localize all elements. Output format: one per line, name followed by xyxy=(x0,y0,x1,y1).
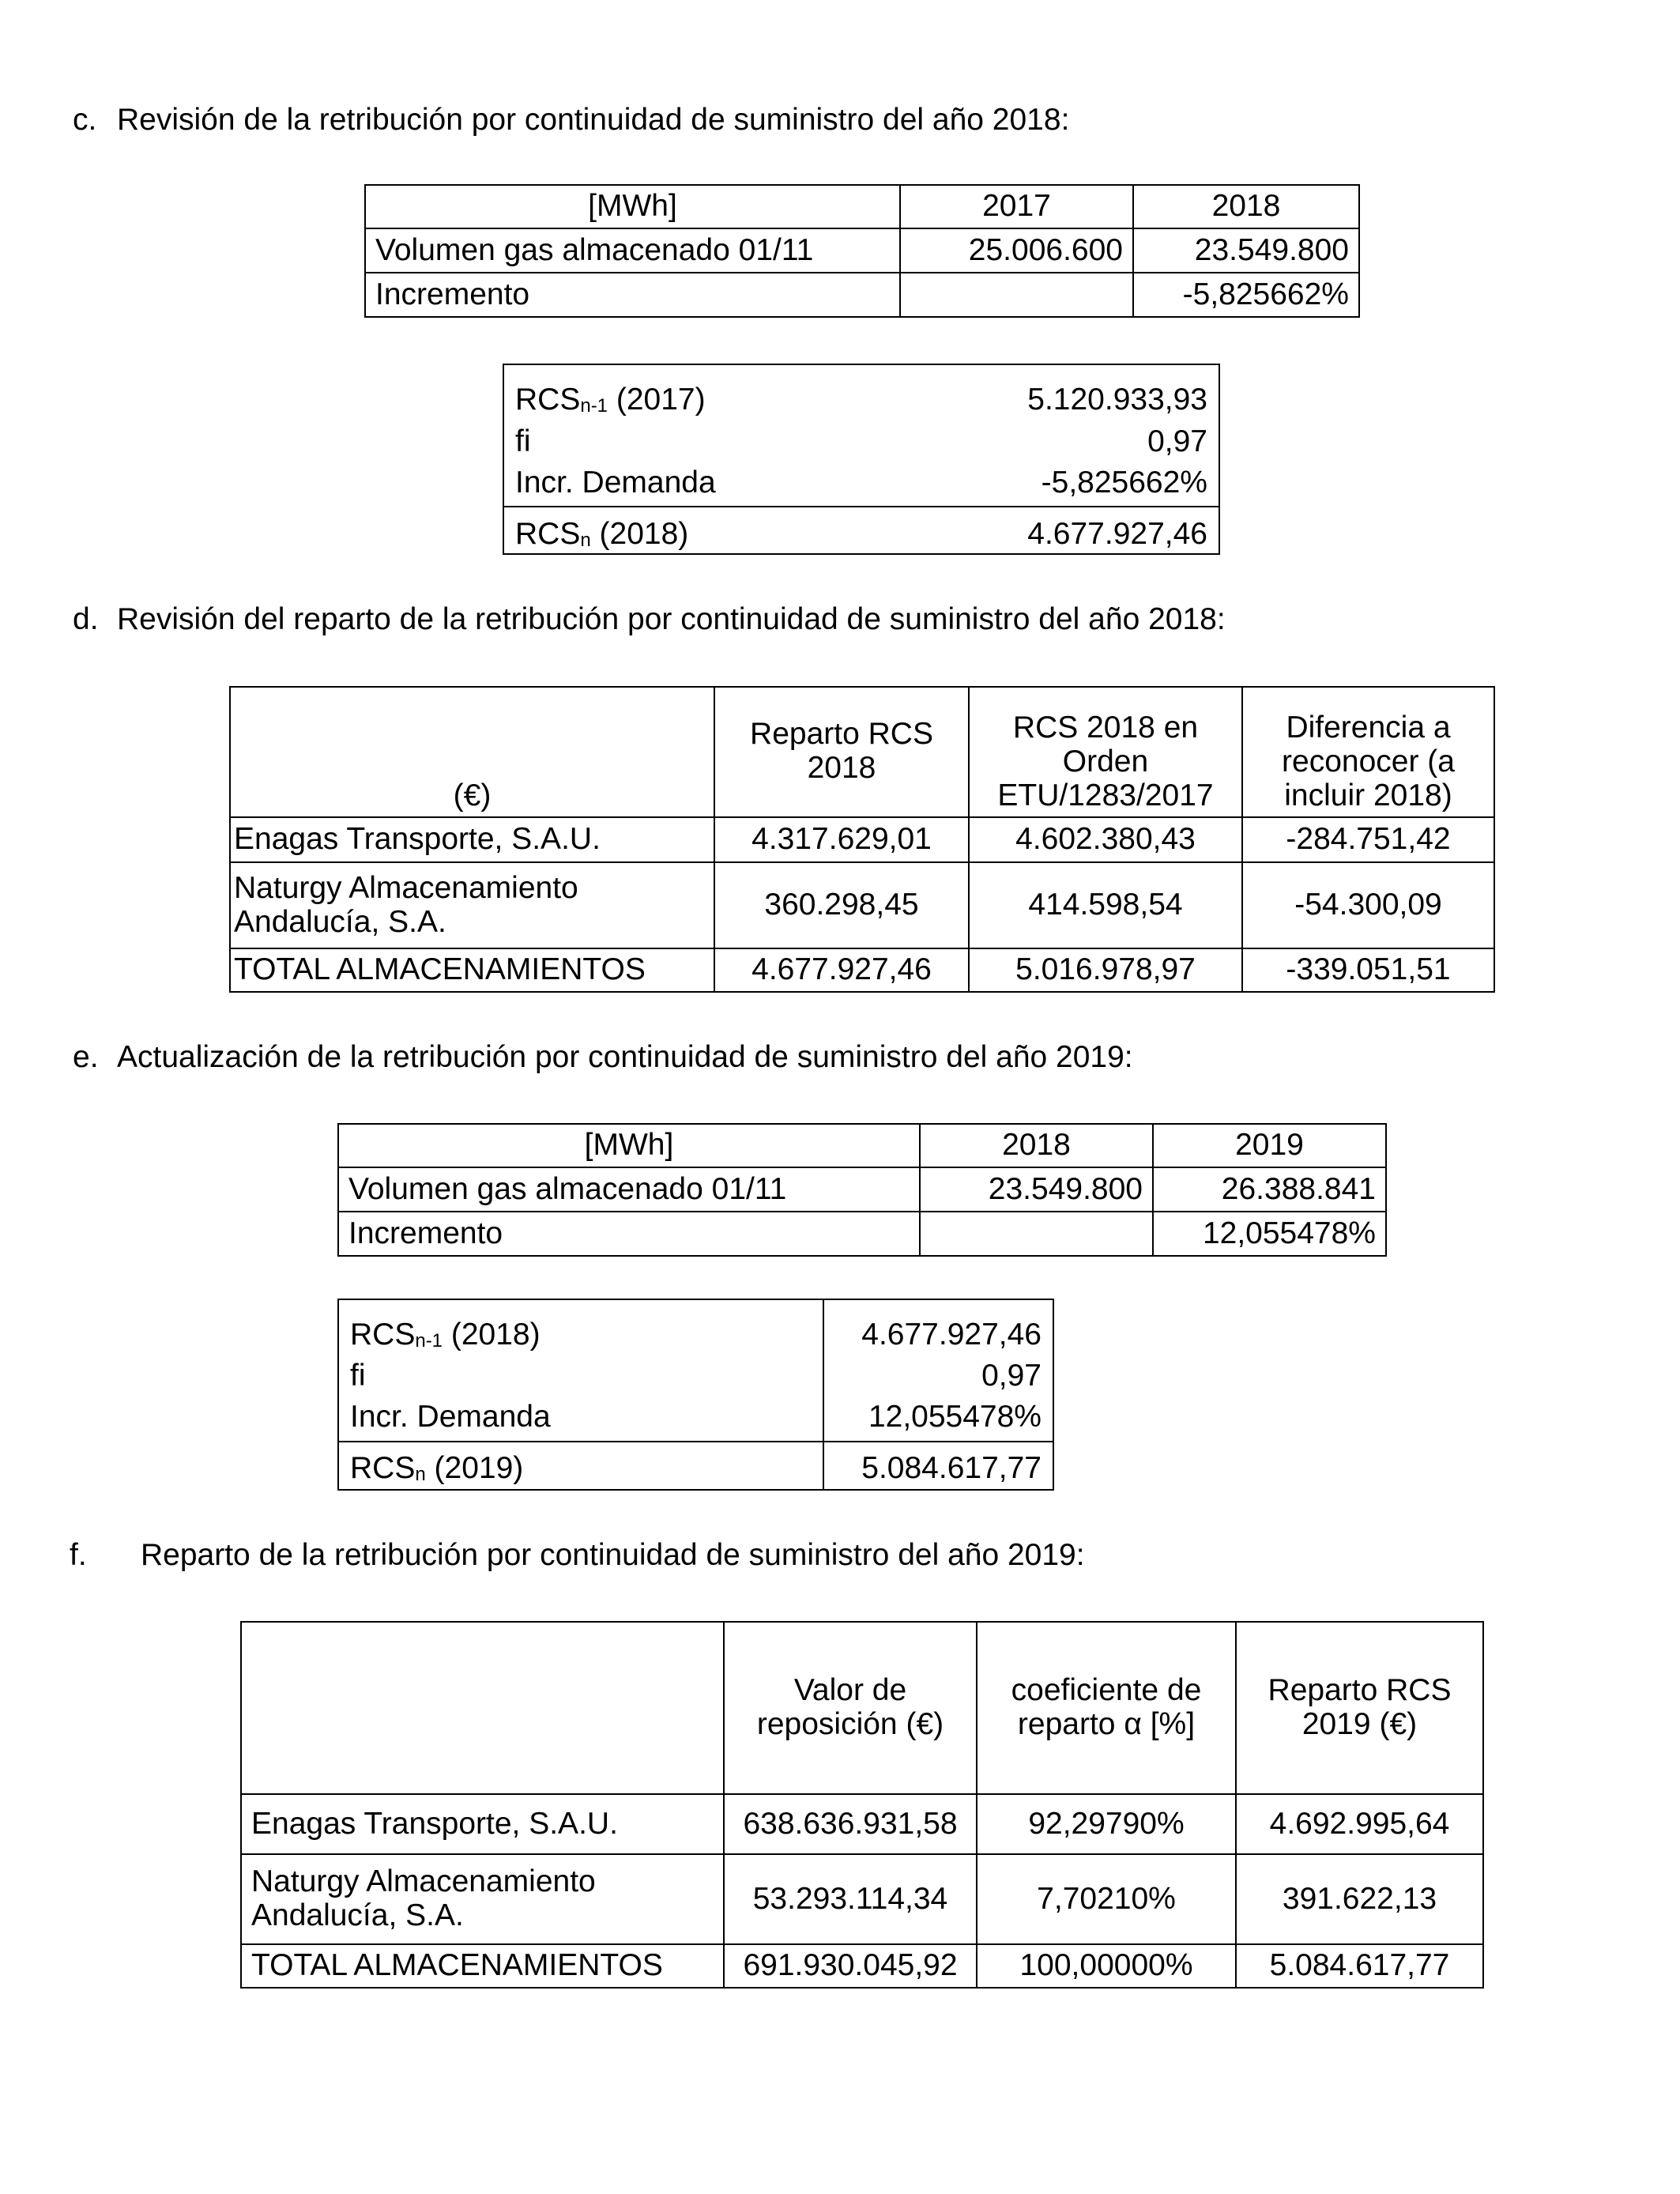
table-cell: Enagas Transporte, S.A.U. xyxy=(230,817,714,862)
table-cell: 92,29790% xyxy=(977,1794,1236,1854)
fi-row xyxy=(515,426,1207,457)
table-cell: 4.692.995,64 xyxy=(1236,1794,1483,1854)
incr-value: 12,055478% xyxy=(868,1400,1042,1434)
fi-value: 0,97 xyxy=(981,1359,1042,1393)
table-cell: 414.598,54 xyxy=(969,862,1242,948)
rcs-prev-label: $RCS_{n-1}$ (2018) xyxy=(350,1318,541,1351)
table-cell: 26.388.841 xyxy=(1153,1167,1386,1212)
section-e-heading xyxy=(73,1042,1133,1072)
section-e-title: Actualización de la retribución por continuidad de suministro del año 2019: xyxy=(117,1040,1133,1074)
section-d-title: Revisión del reparto de la retribución por continuidad de suministro del año 2018: xyxy=(117,602,1226,636)
table-cell: 23.549.800 xyxy=(920,1167,1153,1212)
section-c-rcs-box xyxy=(503,364,1220,555)
incr-row xyxy=(515,467,1207,498)
table-cell: 5.084.617,77 xyxy=(1236,1944,1483,1988)
rcs-n-label: $RCS_n$ (2018) xyxy=(515,517,689,551)
table-cell: 638.636.931,58 xyxy=(724,1794,977,1854)
section-d-heading xyxy=(73,604,1226,635)
rcs-prev-value: 5.120.933,93 xyxy=(1027,383,1207,417)
section-c-heading xyxy=(73,104,1069,135)
section-e-marker: e. xyxy=(73,1040,99,1074)
table-cell: 4.602.380,43 xyxy=(969,817,1242,862)
rcs-prev-label: $RCS_{n-1}$ (2017) xyxy=(515,383,706,417)
section-f-distribution-table xyxy=(240,1621,1484,1989)
table-header: Reparto RCS 2019 (€) xyxy=(1236,1622,1483,1794)
rcs-n-row xyxy=(515,518,1207,550)
table-cell: -284.751,42 xyxy=(1242,817,1494,862)
table-cell: 25.006.600 xyxy=(900,228,1133,273)
table-cell: 691.930.045,92 xyxy=(724,1944,977,1988)
table-header: 2018 xyxy=(1133,185,1359,228)
section-e-rcs-box xyxy=(337,1299,1054,1491)
table-header: RCS 2018 en Orden ETU/1283/2017 xyxy=(969,687,1242,817)
table-cell: 100,00000% xyxy=(977,1944,1236,1988)
table-header: [MWh] xyxy=(365,185,900,228)
rcs-prev-row xyxy=(515,384,1207,416)
table-cell: Naturgy Almacenamiento Andalucía, S.A. xyxy=(230,862,714,948)
table-cell: -54.300,09 xyxy=(1242,862,1494,948)
table-cell: 23.549.800 xyxy=(1133,228,1359,273)
table-cell: 7,70210% xyxy=(977,1854,1236,1944)
table-header xyxy=(241,1622,724,1794)
section-d-distribution-table xyxy=(229,686,1495,993)
table-cell: 4.677.927,46 xyxy=(714,948,969,992)
box-divider xyxy=(339,1441,1053,1442)
section-f-title: Reparto de la retribución por continuidad de suministro del año 2019: xyxy=(141,1538,1085,1572)
table-cell: Naturgy Almacenamiento Andalucía, S.A. xyxy=(241,1854,724,1944)
section-c-marker: c. xyxy=(73,103,97,137)
rcs-prev-value: 4.677.927,46 xyxy=(861,1318,1042,1351)
section-f-heading xyxy=(70,1540,1085,1570)
fi-value: 0,97 xyxy=(1147,424,1207,458)
table-cell: Incremento xyxy=(365,273,900,317)
table-cell: 360.298,45 xyxy=(714,862,969,948)
table-header: (€) xyxy=(230,687,714,817)
section-c-title: Revisión de la retribución por continuidad de suministro del año 2018: xyxy=(117,103,1070,137)
table-cell: 12,055478% xyxy=(1153,1212,1386,1256)
table-cell: 391.622,13 xyxy=(1236,1854,1483,1944)
section-d-marker: d. xyxy=(73,602,99,636)
section-f-marker: f. xyxy=(70,1538,87,1572)
table-header: 2019 xyxy=(1153,1124,1386,1167)
rcs-n-label: $RCS_n$ (2019) xyxy=(350,1451,524,1485)
table-cell: TOTAL ALMACENAMIENTOS xyxy=(230,948,714,992)
box-divider xyxy=(504,506,1219,507)
table-header: 2017 xyxy=(900,185,1133,228)
incr-label: Incr. Demanda xyxy=(350,1400,551,1434)
table-cell: Enagas Transporte, S.A.U. xyxy=(241,1794,724,1854)
section-e-volume-table xyxy=(337,1123,1387,1257)
table-header: [MWh] xyxy=(338,1124,920,1167)
table-cell: 4.317.629,01 xyxy=(714,817,969,862)
table-header: Reparto RCS 2018 xyxy=(714,687,969,817)
table-cell: 5.016.978,97 xyxy=(969,948,1242,992)
table-cell: Incremento xyxy=(338,1212,920,1256)
table-cell: -339.051,51 xyxy=(1242,948,1494,992)
table-header: 2018 xyxy=(920,1124,1153,1167)
incr-label: Incr. Demanda xyxy=(515,466,716,499)
table-cell: TOTAL ALMACENAMIENTOS xyxy=(241,1944,724,1988)
table-cell xyxy=(920,1212,1153,1256)
table-cell xyxy=(900,273,1133,317)
section-c-volume-table xyxy=(364,184,1360,318)
table-header: coeficiente de reparto α [%] xyxy=(977,1622,1236,1794)
table-cell: 53.293.114,34 xyxy=(724,1854,977,1944)
fi-row xyxy=(350,1360,1042,1391)
incr-value: -5,825662% xyxy=(1041,466,1207,499)
rcs-n-value: 4.677.927,46 xyxy=(1027,517,1207,551)
table-cell: -5,825662% xyxy=(1133,273,1359,317)
table-header: Diferencia a reconocer (a incluir 2018) xyxy=(1242,687,1494,817)
table-header: Valor de reposición (€) xyxy=(724,1622,977,1794)
rcs-n-row xyxy=(350,1453,1042,1484)
rcs-prev-row xyxy=(350,1319,1042,1351)
table-cell: Volumen gas almacenado 01/11 xyxy=(338,1167,920,1212)
incr-row xyxy=(350,1401,1042,1432)
rcs-n-value: 5.084.617,77 xyxy=(861,1451,1042,1485)
fi-label: fi xyxy=(515,424,531,458)
fi-label: fi xyxy=(350,1359,366,1393)
table-cell: Volumen gas almacenado 01/11 xyxy=(365,228,900,273)
